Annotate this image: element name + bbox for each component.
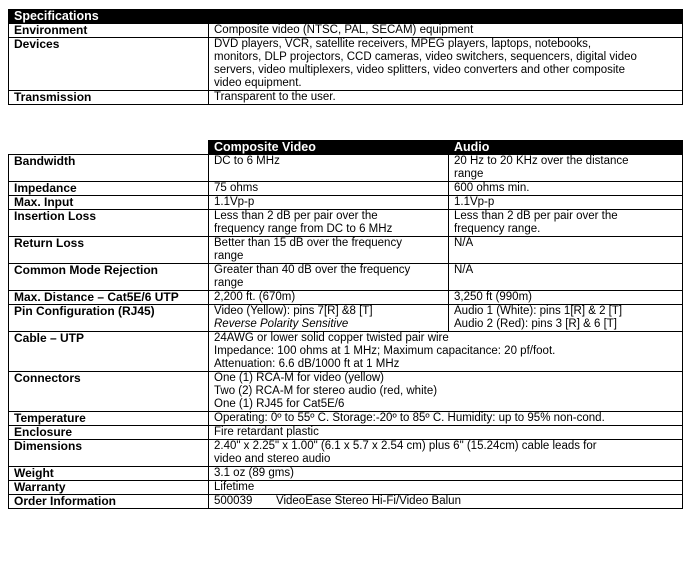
row-value: Operating: 0º to 55º C. Storage:-20º to 85º C. Humidity: up to 95% non-cond.: [209, 412, 683, 426]
row-label: Temperature: [9, 412, 209, 426]
value-line: 20 Hz to 20 KHz over the distance: [454, 155, 629, 167]
table-row: [9, 426, 683, 440]
value-line: 2.40" x 2.25" x 1.00" (6.1 x 5.7 x 2.54 cm) plus 6" (15.24cm) cable leads for: [214, 440, 597, 452]
audio-value: [449, 305, 683, 332]
row-value: Fire retardant plastic: [209, 426, 683, 440]
value-line: range: [454, 168, 484, 180]
polarity-note: Reverse Polarity Sensitive: [214, 318, 349, 330]
row-label: Return Loss: [9, 237, 209, 264]
row-label: Weight: [9, 467, 209, 481]
value-line: frequency range.: [454, 223, 541, 235]
specifications-header-row: [9, 10, 683, 24]
row-value: Transparent to the user.: [209, 91, 683, 105]
row-value: [209, 332, 683, 372]
table-row: [9, 196, 683, 210]
row-label: Max. Distance – Cat5E/6 UTP: [9, 291, 209, 305]
value-line: monitors, DLP projectors, CCD cameras, video switchers, sequencers, digital video: [214, 51, 637, 63]
audio-value: 3,250 ft (990m): [449, 291, 683, 305]
part-description: VideoEase Stereo Hi-Fi/Video Balun: [276, 495, 461, 507]
row-label: Max. Input: [9, 196, 209, 210]
table-row: [9, 155, 683, 182]
video-value: [209, 210, 449, 237]
performance-table: [8, 140, 683, 509]
column-header-row: [9, 141, 683, 155]
video-value: DC to 6 MHz: [209, 155, 449, 182]
audio-value: [449, 210, 683, 237]
row-label: Order Information: [9, 495, 209, 509]
table-row: [9, 91, 683, 105]
table-row: [9, 332, 683, 372]
table-row: [9, 38, 683, 91]
row-label: Impedance: [9, 182, 209, 196]
table-row: [9, 264, 683, 291]
row-label: Connectors: [9, 372, 209, 412]
video-value: 2,200 ft. (670m): [209, 291, 449, 305]
table-row: [9, 237, 683, 264]
value-line: range: [214, 277, 244, 289]
audio-value: 1.1Vp-p: [449, 196, 683, 210]
row-value: Composite video (NTSC, PAL, SECAM) equipment: [209, 24, 683, 38]
specifications-title: Specifications: [9, 10, 683, 24]
table-row: [9, 372, 683, 412]
table-row: [9, 495, 683, 509]
row-label: Pin Configuration (RJ45): [9, 305, 209, 332]
table-row: [9, 481, 683, 495]
row-label: Warranty: [9, 481, 209, 495]
video-value: [209, 237, 449, 264]
video-value: 75 ohms: [209, 182, 449, 196]
row-label: Transmission: [9, 91, 209, 105]
video-value: [209, 264, 449, 291]
row-value: [209, 495, 683, 509]
part-number: 500039: [214, 495, 253, 507]
value-line: Audio 2 (Red): pins 3 [R] & 6 [T]: [454, 318, 617, 330]
value-line: Less than 2 dB per pair over the: [454, 210, 618, 222]
value-line: Audio 1 (White): pins 1[R] & 2 [T]: [454, 305, 623, 317]
value-line: Better than 15 dB over the frequency: [214, 237, 402, 249]
audio-value: 600 ohms min.: [449, 182, 683, 196]
row-value: 3.1 oz (89 gms): [209, 467, 683, 481]
table-row: [9, 440, 683, 467]
audio-value: N/A: [449, 264, 683, 291]
row-label: Cable – UTP: [9, 332, 209, 372]
row-label: Common Mode Rejection: [9, 264, 209, 291]
video-value: 1.1Vp-p: [209, 196, 449, 210]
column-header-audio: Audio: [449, 141, 683, 155]
table-row: [9, 291, 683, 305]
row-value: Lifetime: [209, 481, 683, 495]
audio-value: [449, 155, 683, 182]
value-line: 24AWG or lower solid copper twisted pair wire: [214, 332, 449, 344]
row-label: Environment: [9, 24, 209, 38]
column-header-video: Composite Video: [209, 141, 449, 155]
header-blank-cell: [9, 141, 209, 155]
table-row: [9, 210, 683, 237]
table-row: [9, 305, 683, 332]
table-row: [9, 182, 683, 196]
value-line: range: [214, 250, 244, 262]
table-row: [9, 412, 683, 426]
value-line: One (1) RJ45 for Cat5E/6: [214, 398, 345, 410]
row-label: Insertion Loss: [9, 210, 209, 237]
value-line: Impedance: 100 ohms at 1 MHz; Maximum capacitance: 20 pf/foot.: [214, 345, 556, 357]
value-line: video and stereo audio: [214, 453, 331, 465]
value-line: Less than 2 dB per pair over the: [214, 210, 378, 222]
row-value: [209, 372, 683, 412]
value-line: One (1) RCA-M for video (yellow): [214, 372, 384, 384]
row-label: Devices: [9, 38, 209, 91]
value-line: frequency range from DC to 6 MHz: [214, 223, 393, 235]
table-row: [9, 467, 683, 481]
row-value: [209, 440, 683, 467]
value-line: DVD players, VCR, satellite receivers, MPEG players, laptops, notebooks,: [214, 38, 592, 50]
value-line: Attenuation: 6.6 dB/1000 ft at 1 MHz: [214, 358, 400, 370]
row-label: Dimensions: [9, 440, 209, 467]
specifications-table: [8, 9, 683, 105]
video-value: [209, 305, 449, 332]
value-line: Video (Yellow): pins 7[R] &8 [T]: [214, 305, 373, 317]
row-value: [209, 38, 683, 91]
row-label: Enclosure: [9, 426, 209, 440]
value-line: video equipment.: [214, 77, 302, 89]
value-line: Greater than 40 dB over the frequency: [214, 264, 411, 276]
row-label: Bandwidth: [9, 155, 209, 182]
table-row: [9, 24, 683, 38]
value-line: servers, video multiplexers, video splitters, video converters and other composite: [214, 64, 625, 76]
value-line: Two (2) RCA-M for stereo audio (red, white): [214, 385, 438, 397]
audio-value: N/A: [449, 237, 683, 264]
